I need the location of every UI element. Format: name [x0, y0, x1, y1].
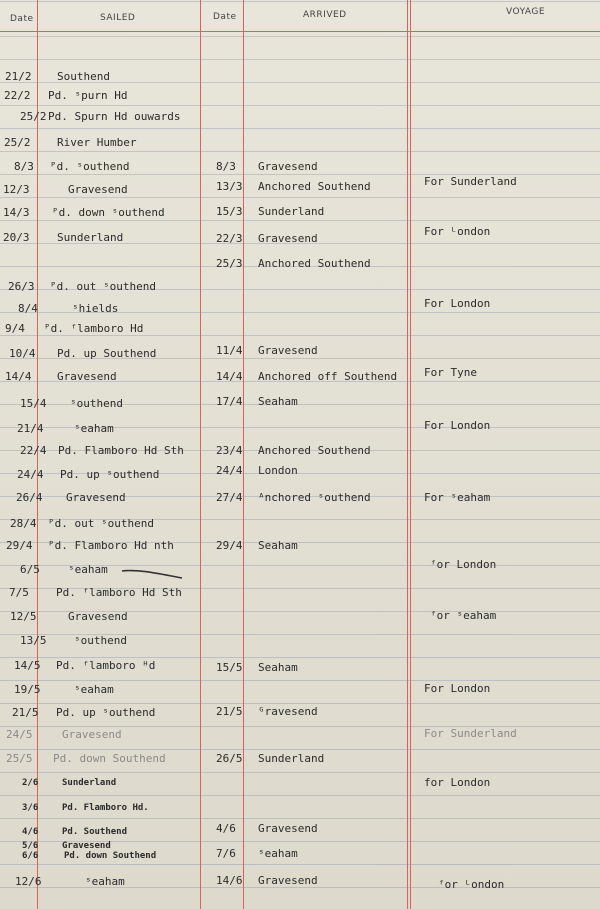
- arrived-place: Seaham: [258, 539, 298, 552]
- sailed-date: 26/4: [16, 491, 43, 504]
- sailed-place: Pd. ᶠlamboro Hd Sth: [56, 586, 182, 599]
- sailed-date: 24/4: [17, 468, 44, 481]
- sailed-place: Gravesend: [62, 841, 111, 851]
- sailed-place: ˢeaham: [74, 683, 114, 696]
- arrived-place: Anchored off Southend: [258, 370, 398, 383]
- sailed-place: Gravesend: [62, 728, 122, 741]
- arrived-date: 13/3: [216, 180, 243, 193]
- sailed-date: 14/5: [14, 659, 41, 672]
- sailed-place: Sunderland: [57, 231, 124, 244]
- arrived-place: Gravesend: [258, 822, 318, 835]
- sailed-date: 15/4: [20, 397, 47, 410]
- arrived-place: Gravesend: [258, 344, 318, 357]
- arrived-date: 14/4: [216, 370, 243, 383]
- sailed-place: Sunderland: [62, 778, 117, 788]
- sailed-date: 24/5: [6, 728, 33, 741]
- sailed-date: 6/6: [22, 851, 39, 861]
- arrived-date: 22/3: [216, 232, 243, 245]
- sailed-date: 21/2: [5, 70, 32, 83]
- sailed-place: Gravesend: [66, 491, 126, 504]
- arrived-place: ᴬnchored ˢouthend: [258, 491, 371, 504]
- sailed-place: ˢeaham: [85, 875, 125, 888]
- voyage-destination: for London: [424, 776, 491, 789]
- sailed-date: 19/5: [14, 683, 41, 696]
- header-rule: [0, 31, 600, 32]
- arrived-place: Gravesend: [258, 232, 318, 245]
- arrived-place: Seaham: [258, 395, 298, 408]
- sailed-place: ˢeaham: [74, 422, 114, 435]
- arrived-date: 29/4: [216, 539, 243, 552]
- sailed-date: 20/3: [3, 231, 30, 244]
- voyage-destination: For Sunderland: [424, 727, 517, 740]
- arrived-place: Anchored Southend: [258, 257, 371, 270]
- sailed-date: 12/3: [3, 183, 30, 196]
- arrived-place: Gravesend: [258, 160, 318, 173]
- sailed-date: 12/6: [15, 875, 42, 888]
- sailed-date: 2/6: [22, 778, 39, 788]
- arrived-place: Sunderland: [258, 205, 325, 218]
- sailed-place: ᴾd. ˢouthend: [50, 160, 130, 173]
- sailed-place: Gravesend: [57, 370, 117, 383]
- voyage-destination: ᶠor ᴸondon: [438, 878, 505, 891]
- sailed-date: 7/5: [9, 586, 29, 599]
- sailed-place: ᴾd. Flamboro Hd nth: [48, 539, 174, 552]
- arrived-place: London: [258, 464, 298, 477]
- column-rule: [410, 0, 411, 909]
- voyage-destination: For London: [424, 419, 491, 432]
- sailed-date: 28/4: [10, 517, 37, 530]
- sailed-date: 25/2: [4, 136, 31, 149]
- sailed-date: 6/5: [20, 563, 40, 576]
- sailed-place: ˢhields: [72, 302, 119, 315]
- header-arrived: ARRIVED: [303, 10, 347, 20]
- sailed-date: 3/6: [22, 803, 39, 813]
- sailed-date: 21/4: [17, 422, 44, 435]
- sailed-place: Pd. Flamboro Hd.: [62, 803, 149, 813]
- column-rule: [200, 0, 201, 909]
- arrived-date: 17/4: [216, 395, 243, 408]
- sailed-date: 21/5: [12, 706, 39, 719]
- arrived-date: 11/4: [216, 344, 243, 357]
- sailed-place: ˢouthend: [70, 397, 123, 410]
- arrived-place: Sunderland: [258, 752, 325, 765]
- sailed-date: 5/6: [22, 841, 39, 851]
- arrived-place: Gravesend: [258, 874, 318, 887]
- arrived-date: 15/3: [216, 205, 243, 218]
- sailed-date: 8/4: [18, 302, 38, 315]
- voyage-destination: ᶠor London: [430, 558, 497, 571]
- sailed-date: 10/4: [9, 347, 36, 360]
- sailed-date: 14/4: [5, 370, 32, 383]
- sailed-place: Pd. Southend: [62, 827, 128, 837]
- arrived-date: 24/4: [216, 464, 243, 477]
- voyage-destination: ᶠor ˢeaham: [430, 609, 497, 622]
- arrived-date: 8/3: [216, 160, 236, 173]
- sailed-place: Pd. down Southend: [53, 752, 166, 765]
- voyage-destination: For London: [424, 682, 491, 695]
- sailed-place: Pd. ˢpurn Hd: [48, 89, 128, 102]
- sailed-place: ˢeaham: [68, 563, 108, 576]
- voyage-destination: For ᴸondon: [424, 225, 491, 238]
- sailed-place: ᴾd. ᶠlamboro Hd: [44, 322, 144, 335]
- sailed-place: River Humber: [57, 136, 137, 149]
- arrived-date: 21/5: [216, 705, 243, 718]
- sailed-date: 14/3: [3, 206, 30, 219]
- header-date-sailed: Date: [10, 14, 34, 24]
- column-rule: [407, 0, 408, 909]
- column-rule: [243, 0, 244, 909]
- sailed-place: Pd. down Southend: [64, 851, 157, 861]
- arrived-date: 25/3: [216, 257, 243, 270]
- sailed-place: Gravesend: [68, 610, 128, 623]
- sailed-date: 26/3: [8, 280, 35, 293]
- sailed-date: 4/6: [22, 827, 39, 837]
- sailed-date: 25/5: [6, 752, 33, 765]
- voyage-destination: For Sunderland: [424, 175, 517, 188]
- sailed-place: Pd. Flamboro Hd Sth: [58, 444, 184, 457]
- sailed-place: Pd. Spurn Hd ouwards: [48, 110, 181, 123]
- sailed-date: 12/5: [10, 610, 37, 623]
- header-date-arrived: Date: [213, 12, 237, 22]
- sailed-place: Gravesend: [68, 183, 128, 196]
- arrived-place: ˢeaham: [258, 847, 298, 860]
- voyage-destination: For ˢeaham: [424, 491, 491, 504]
- sailed-place: ˢouthend: [74, 634, 127, 647]
- arrived-place: ᴳravesend: [258, 705, 318, 718]
- sailed-place: ᴾd. out ˢouthend: [48, 517, 154, 530]
- arrived-date: 26/5: [216, 752, 243, 765]
- sailed-place: Pd. up ˢouthend: [60, 468, 160, 481]
- arrived-date: 14/6: [216, 874, 243, 887]
- sailed-place: Pd. up ˢouthend: [56, 706, 156, 719]
- pen-stroke: [120, 566, 185, 582]
- sailed-date: 9/4: [5, 322, 25, 335]
- arrived-date: 27/4: [216, 491, 243, 504]
- sailed-date: 8/3: [14, 160, 34, 173]
- arrived-date: 7/6: [216, 847, 236, 860]
- sailed-place: Pd. up Southend: [57, 347, 157, 360]
- header-sailed: SAILED: [100, 13, 136, 23]
- voyage-destination: For Tyne: [424, 366, 477, 379]
- arrived-date: 4/6: [216, 822, 236, 835]
- arrived-place: Anchored Southend: [258, 444, 371, 457]
- arrived-date: 23/4: [216, 444, 243, 457]
- sailed-date: 29/4: [6, 539, 33, 552]
- sailed-date: 13/5: [20, 634, 47, 647]
- sailed-date: 22/2: [4, 89, 31, 102]
- header-voyage: VOYAGE: [506, 7, 546, 17]
- sailed-place: ᴾd. out ˢouthend: [50, 280, 156, 293]
- arrived-place: Anchored Southend: [258, 180, 371, 193]
- sailed-place: ᴾd. down ˢouthend: [52, 206, 165, 219]
- sailed-date: 22/4: [20, 444, 47, 457]
- voyage-destination: For London: [424, 297, 491, 310]
- sailed-date: 25/2: [20, 110, 47, 123]
- sailed-place: Pd. ᶠlamboro ᴴd: [56, 659, 156, 672]
- sailed-place: Southend: [57, 70, 110, 83]
- arrived-date: 15/5: [216, 661, 243, 674]
- arrived-place: Seaham: [258, 661, 298, 674]
